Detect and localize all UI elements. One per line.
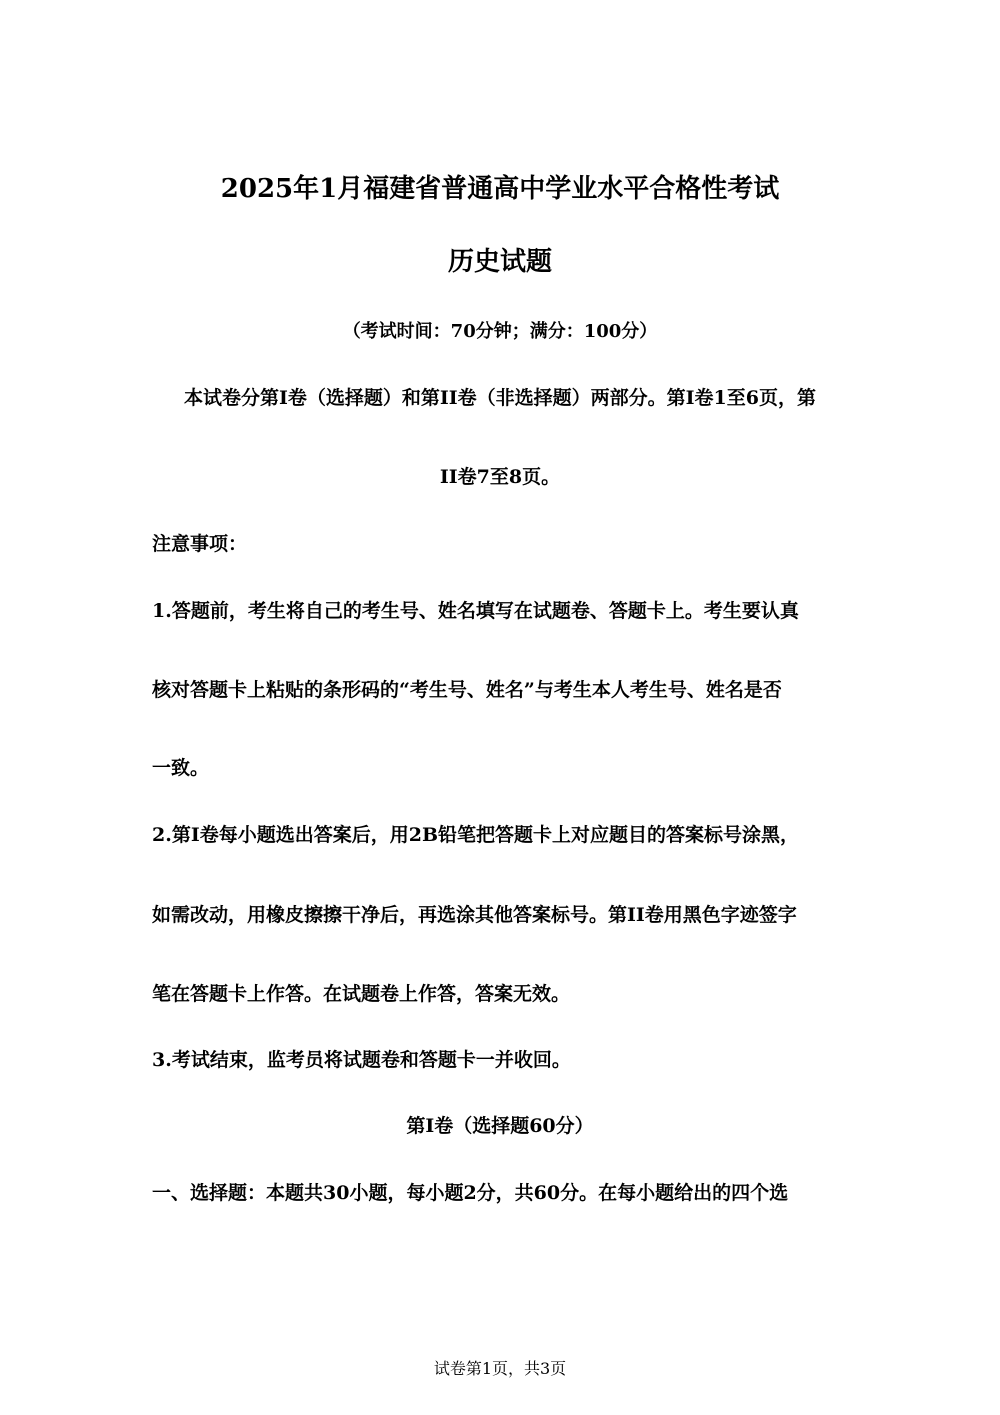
notes-heading: 注意事项： [152, 533, 248, 555]
note-item-2-line-3: 笔在答题卡上作答。在试题卷上作答，答案无效。 [152, 983, 571, 1005]
intro-line-1: 本试卷分第I卷（选择题）和第II卷（非选择题）两部分。第I卷1至6页，第 [184, 387, 816, 409]
note-item-1-line-2: 核对答题卡上粘贴的条形码的“考生号、姓名”与考生本人考生号、姓名是否 [152, 679, 782, 701]
note-item-2-line-1: 2.第I卷每小题选出答案后，用2B铅笔把答题卡上对应题目的答案标号涂黑， [152, 824, 800, 846]
intro-line-2: II卷7至8页。 [439, 466, 561, 488]
subject-title: 历史试题 [447, 247, 552, 277]
note-item-2-line-2: 如需改动，用橡皮擦擦干净后，再选涂其他答案标号。第II卷用黑色字迹签字 [152, 904, 797, 926]
note-item-1-line-3: 一致。 [152, 757, 210, 779]
note-item-3-line-1: 3.考试结束，监考员将试题卷和答题卡一并收回。 [152, 1049, 571, 1071]
section-1-instruction-line-1: 一、选择题：本题共30小题，每小题2分，共60分。在每小题给出的四个选 [152, 1182, 789, 1204]
exam-title: 2025年1月福建省普通高中学业水平合格性考试 [220, 174, 780, 204]
page-footer: 试卷第1页，共3页 [433, 1359, 567, 1378]
section-1-heading: 第I卷（选择题60分） [406, 1115, 594, 1137]
exam-time-info: （考试时间：70分钟；满分：100分） [342, 321, 658, 342]
note-item-1-line-1: 1.答题前，考生将自己的考生号、姓名填写在试题卷、答题卡上。考生要认真 [152, 600, 799, 622]
